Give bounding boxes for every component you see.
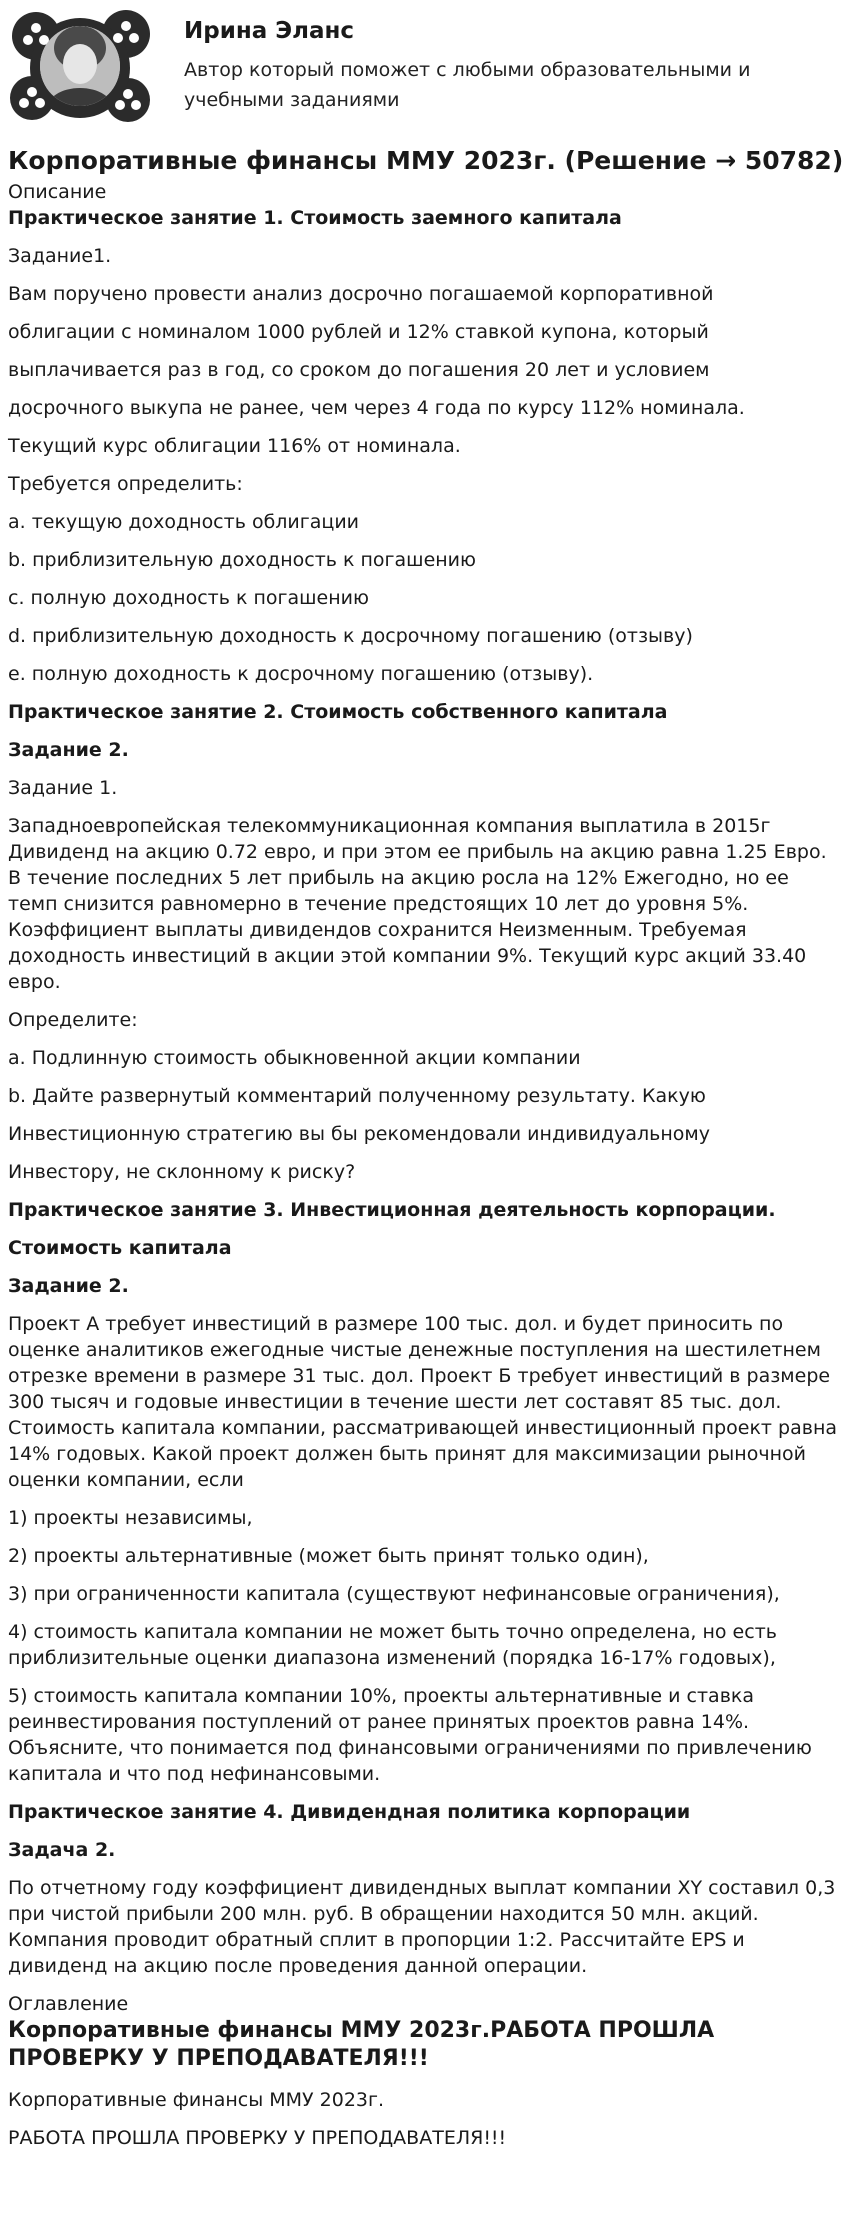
toc-line: РАБОТА ПРОШЛА ПРОВЕРКУ У ПРЕПОДАВАТЕЛЯ!!! [8, 2127, 507, 2149]
section-3-subheading: Стоимость капитала [8, 1237, 232, 1259]
section-4-heading: Практическое занятие 4. Дивидендная политика корпорации [8, 1801, 691, 1823]
section-2-task-bold: Задание 2. [8, 739, 129, 761]
toc-label: Оглавление [8, 1993, 129, 2015]
toc-line: Корпоративные финансы ММУ 2023г. [8, 2089, 385, 2111]
document-title: Корпоративные финансы ММУ 2023г. (Решение → 50782) [8, 146, 844, 175]
section-3-heading: Практическое занятие 3. Инвестиционная деятельность корпорации. [8, 1199, 776, 1221]
list-item: e. полную доходность к досрочному погашению (отзыву). [8, 663, 594, 685]
text-line: Вам поручено провести анализ досрочно погашаемой корпоративной [8, 283, 714, 305]
text-line: облигации с номиналом 1000 рублей и 12% ставкой купона, который [8, 321, 709, 343]
text-line: Инвестиционную стратегию вы бы рекомендовали индивидуальному [8, 1123, 710, 1145]
section-2-task: Задание 1. [8, 777, 118, 799]
author-card [8, 6, 838, 132]
text-line: Текущий курс облигации 116% от номинала. [8, 435, 461, 457]
section-1-lines [8, 281, 838, 687]
author-avatar[interactable] [8, 6, 153, 130]
list-item: 2) проекты альтернативные (может быть принят только один), [8, 1545, 649, 1567]
section-2-lines [8, 1007, 838, 1185]
list-item: b. приблизительную доходность к погашению [8, 549, 477, 571]
text-line: выплачивается раз в год, со сроком до погашения 20 лет и условием [8, 359, 710, 381]
list-item: 3) при ограниченности капитала (существуют нефинансовые ограничения), [8, 1583, 780, 1605]
list-item: 1) проекты независимы, [8, 1507, 253, 1529]
list-item: a. Подлинную стоимость обыкновенной акции компании [8, 1047, 581, 1069]
text-line: Требуется определить: [8, 473, 243, 495]
author-description: Автор который поможет с любыми образовательными и учебными заданиями [184, 59, 751, 111]
section-3-task: Задание 2. [8, 1275, 129, 1297]
text-line: досрочного выкупа не ранее, чем через 4 года по курсу 112% номинала. [8, 397, 745, 419]
section-2-heading: Практическое занятие 2. Стоимость собственного капитала [8, 701, 668, 723]
section-2-paragraph: Западноевропейская телекоммуникационная компания выплатила в 2015г Дивиденд на акцию 0.72 евро, и при этом ее прибыль на акцию равна 1.25 Евро. В течение последних 5 лет прибыль на акцию росла на 12% Ежегодно, но ее темп снизится равномерно в течение предстоящих 10 лет до уровня 5%. Коэффициент выплаты дивидендов сохранится Неизменным. Требуемая доходность инвестиций в акции этой компании 9%. Текущий курс акций 33.40 евро. [8, 815, 827, 993]
description-label: Описание [8, 181, 107, 203]
toc-heading: Корпоративные финансы ММУ 2023г.РАБОТА ПРОШЛА ПРОВЕРКУ У ПРЕПОДАВАТЕЛЯ!!! [8, 2018, 715, 2071]
list-item: b. Дайте развернутый комментарий полученному результату. Какую [8, 1085, 706, 1107]
document-content [8, 143, 844, 2163]
list-item: 5) стоимость капитала компании 10%, проекты альтернативные и ставка реинвестирования поступлений от ранее принятых проектов равна 14%. Объясните, что понимается под финансовыми ограничениями по привлечению капитала и что под нефинансовыми. [8, 1685, 812, 1785]
section-4-paragraph: По отчетному году коэффициент дивидендных выплат компании XY составил 0,3 при чистой прибыли 200 млн. руб. В обращении находится 50 млн. акций. Компания проводит обратный сплит в пропорции 1:2. Рассчитайте EPS и дивиденд на акцию после проведения данной операции. [8, 1877, 836, 1977]
list-item: 4) стоимость капитала компании не может быть точно определена, но есть приблизительные оценки диапазона изменений (порядка 16-17% годовых), [8, 1621, 777, 1669]
section-1-heading: Практическое занятие 1. Стоимость заемного капитала [8, 207, 622, 229]
list-item: d. приблизительную доходность к досрочному погашению (отзыву) [8, 625, 693, 647]
list-item: c. полную доходность к погашению [8, 587, 370, 609]
text-line: Определите: [8, 1009, 138, 1031]
section-4-task: Задача 2. [8, 1839, 116, 1861]
section-3-paragraph: Проект А требует инвестиций в размере 100 тыс. дол. и будет приносить по оценке аналитиков ежегодные чистые денежные поступления на шестилетнем отрезке времени в размере 31 тыс. дол. Проект Б требует инвестиций в размере 300 тысяч и годовые инвестиции в течение шести лет составят 85 тыс. дол. Стоимость капитала компании, рассматривающей инвестиционный проект равна 14% годовых. Какой проект должен быть принят для максимизации рыночной оценки компании, если [8, 1313, 838, 1491]
list-item: a. текущую доходность облигации [8, 511, 360, 533]
text-line: Инвестору, не склонному к риску? [8, 1161, 356, 1183]
section-1-task: Задание1. [8, 245, 112, 267]
author-name[interactable]: Ирина Эланс [184, 18, 355, 44]
